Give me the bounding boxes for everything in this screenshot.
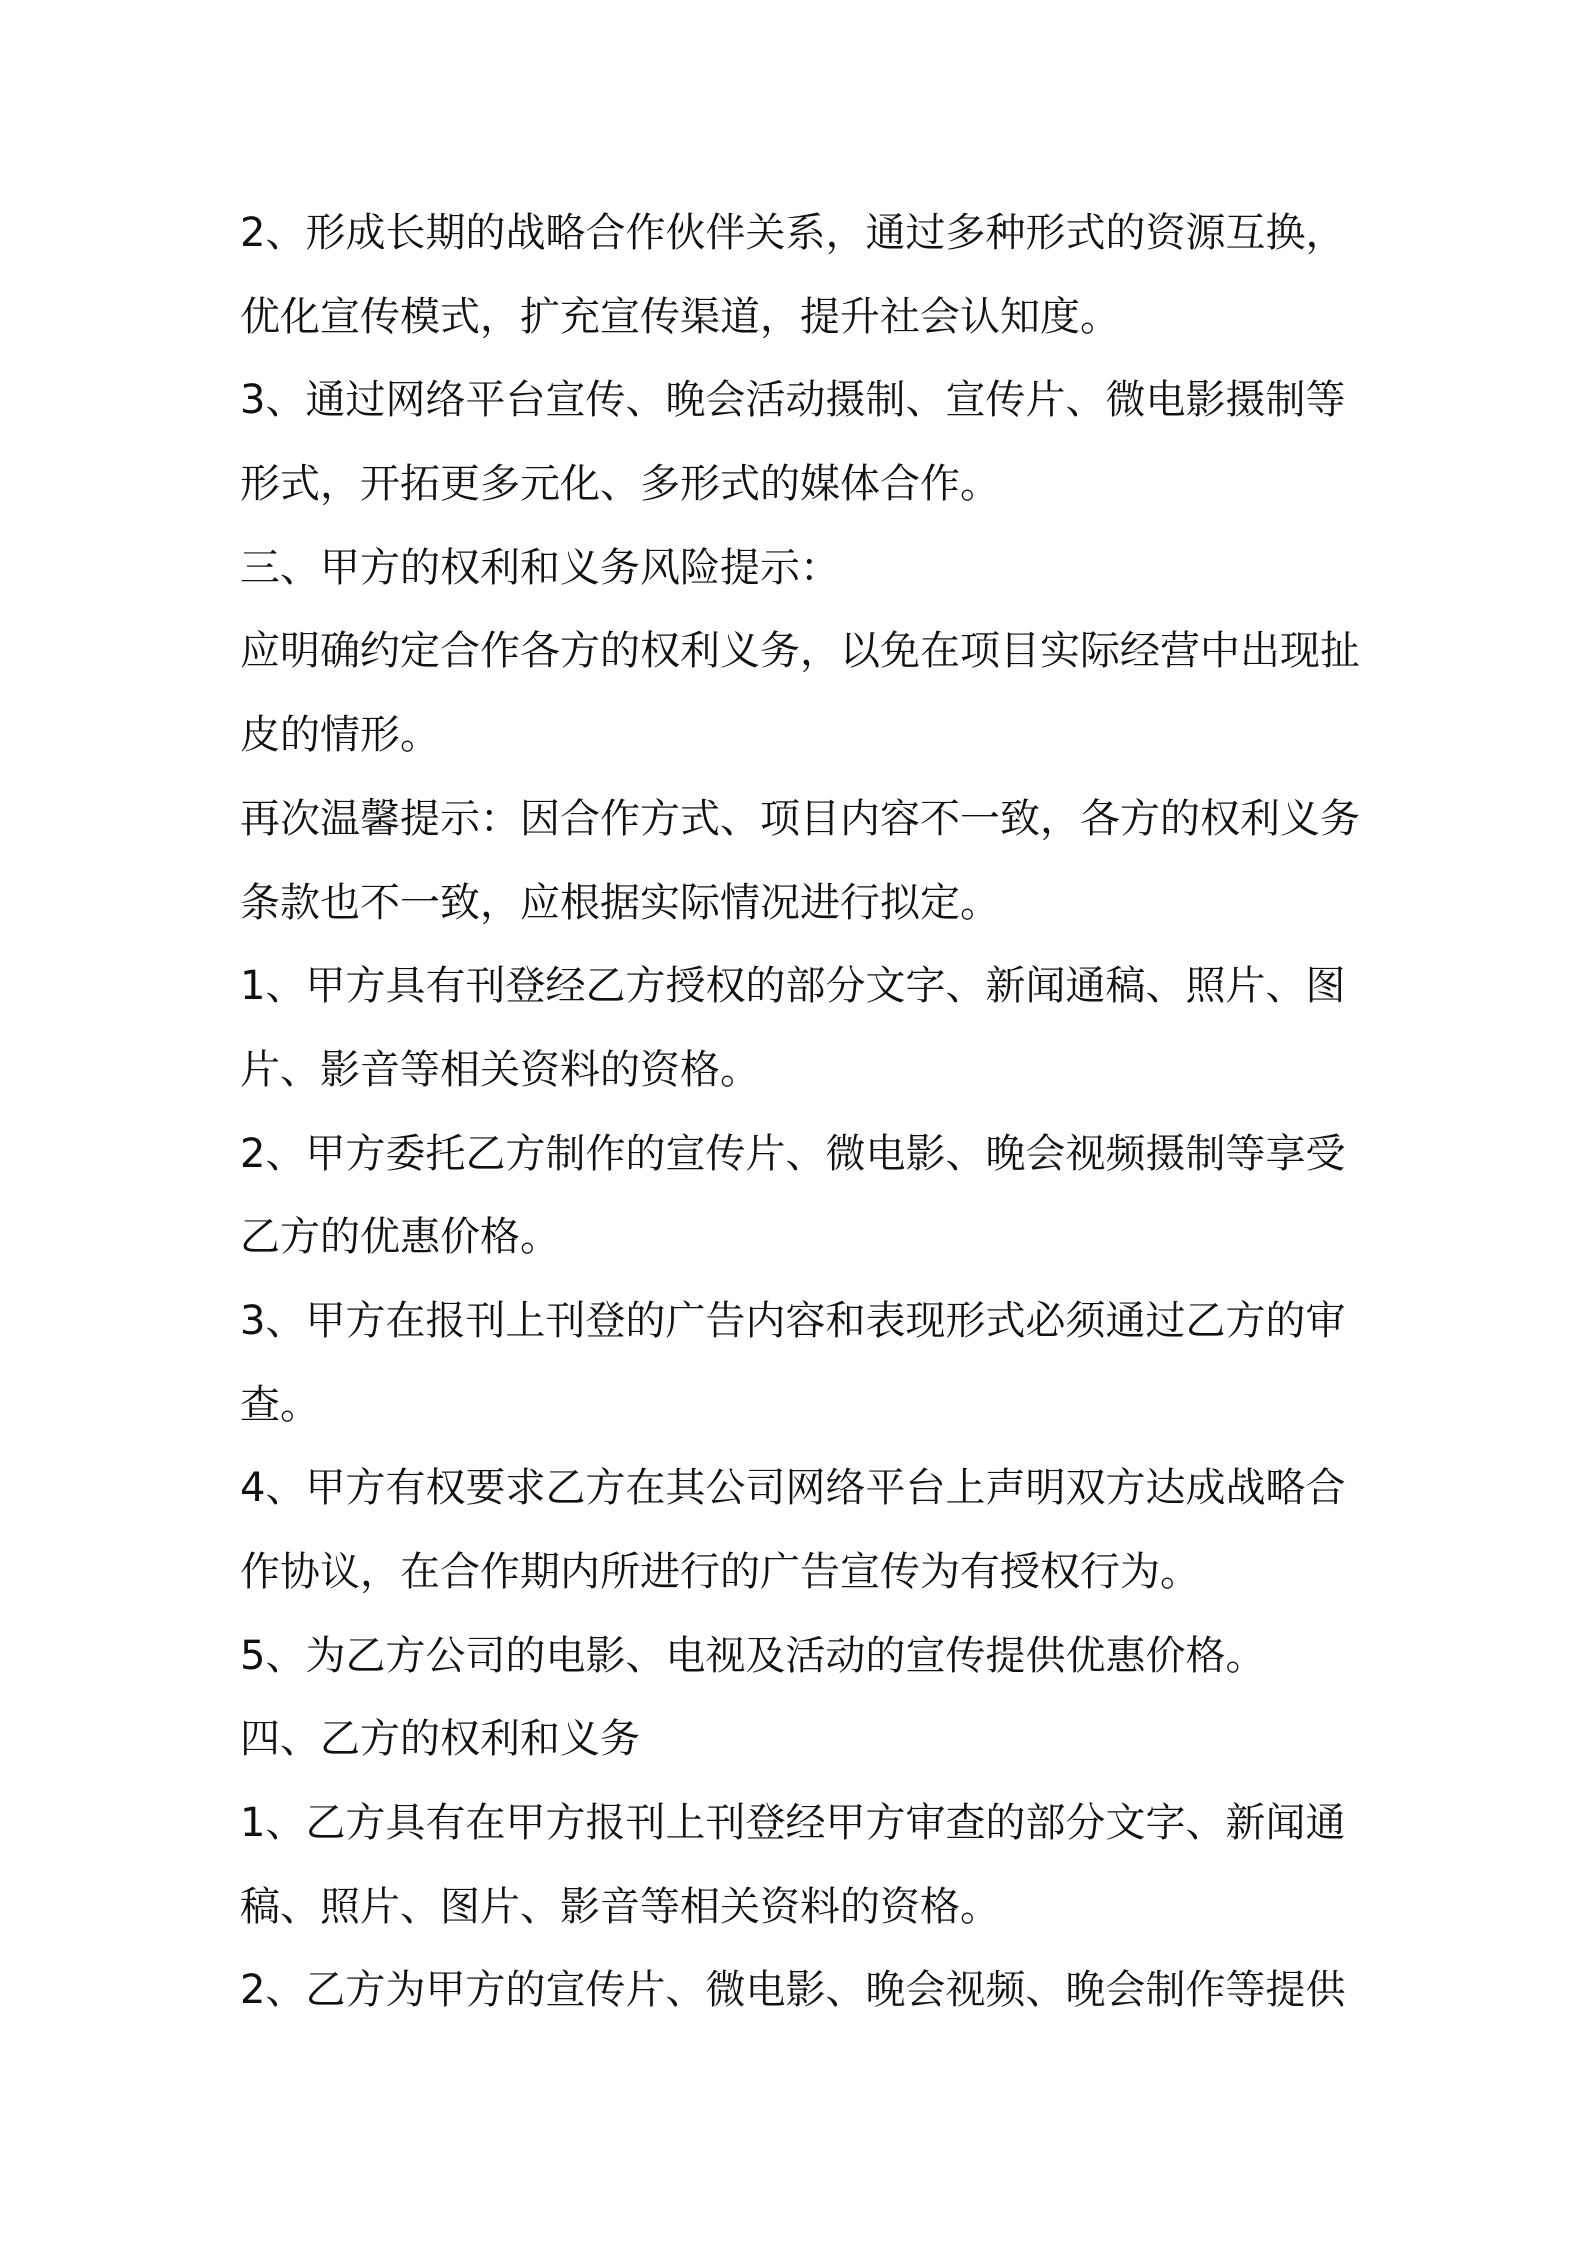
text-line-14: 3、甲方在报刊上刊登的广告内容和表现形式必须通过乙方的审 [240, 1297, 1346, 1344]
text-line-15: 查。 [240, 1381, 320, 1428]
text-line-17: 作协议，在合作期内所进行的广告宣传为有授权行为。 [240, 1549, 1200, 1595]
text-line-12: 2、甲方委托乙方制作的宣传片、微电影、晚会视频摄制等享受 [240, 1130, 1346, 1177]
text-line-18: 5、为乙方公司的电影、电视及活动的宣传提供优惠价格。 [240, 1632, 1266, 1679]
text-line-8: 再次温馨提示：因合作方式、项目内容不一致，各方的权利义务 [240, 795, 1360, 842]
section-heading-3: 三、甲方的权利和义务风险提示： [240, 544, 840, 591]
text-line-11: 片、影音等相关资料的资格。 [240, 1046, 760, 1093]
text-line-21: 稿、照片、图片、影音等相关资料的资格。 [240, 1883, 1000, 1930]
text-line-13: 乙方的优惠价格。 [240, 1214, 560, 1261]
text-line-3: 3、通过网络平台宣传、晚会活动摄制、宣传片、微电影摄制等 [240, 377, 1346, 424]
section-heading-4: 四、乙方的权利和义务 [240, 1716, 640, 1763]
text-line-7: 皮的情形。 [240, 712, 440, 759]
document-body [240, 192, 1360, 2033]
text-line-16: 4、甲方有权要求乙方在其公司网络平台上声明双方达成战略合 [240, 1465, 1346, 1512]
text-line-4: 形式，开拓更多元化、多形式的媒体合作。 [240, 461, 1000, 508]
text-line-22: 2、乙方为甲方的宣传片、微电影、晚会视频、晚会制作等提供 [240, 1967, 1346, 2014]
text-line-20: 1、乙方具有在甲方报刊上刊登经甲方审查的部分文字、新闻通 [240, 1800, 1346, 1847]
text-line-2: 优化宣传模式，扩充宣传渠道，提升社会认知度。 [240, 293, 1120, 340]
text-line-10: 1、甲方具有刊登经乙方授权的部分文字、新闻通稿、照片、图 [240, 963, 1346, 1010]
text-line-6: 应明确约定合作各方的权利义务，以免在项目实际经营中出现扯 [240, 628, 1360, 675]
text-line-9: 条款也不一致，应根据实际情况进行拟定。 [240, 879, 1000, 926]
text-line-1: 2、形成长期的战略合作伙伴关系，通过多种形式的资源互换， [240, 210, 1346, 256]
